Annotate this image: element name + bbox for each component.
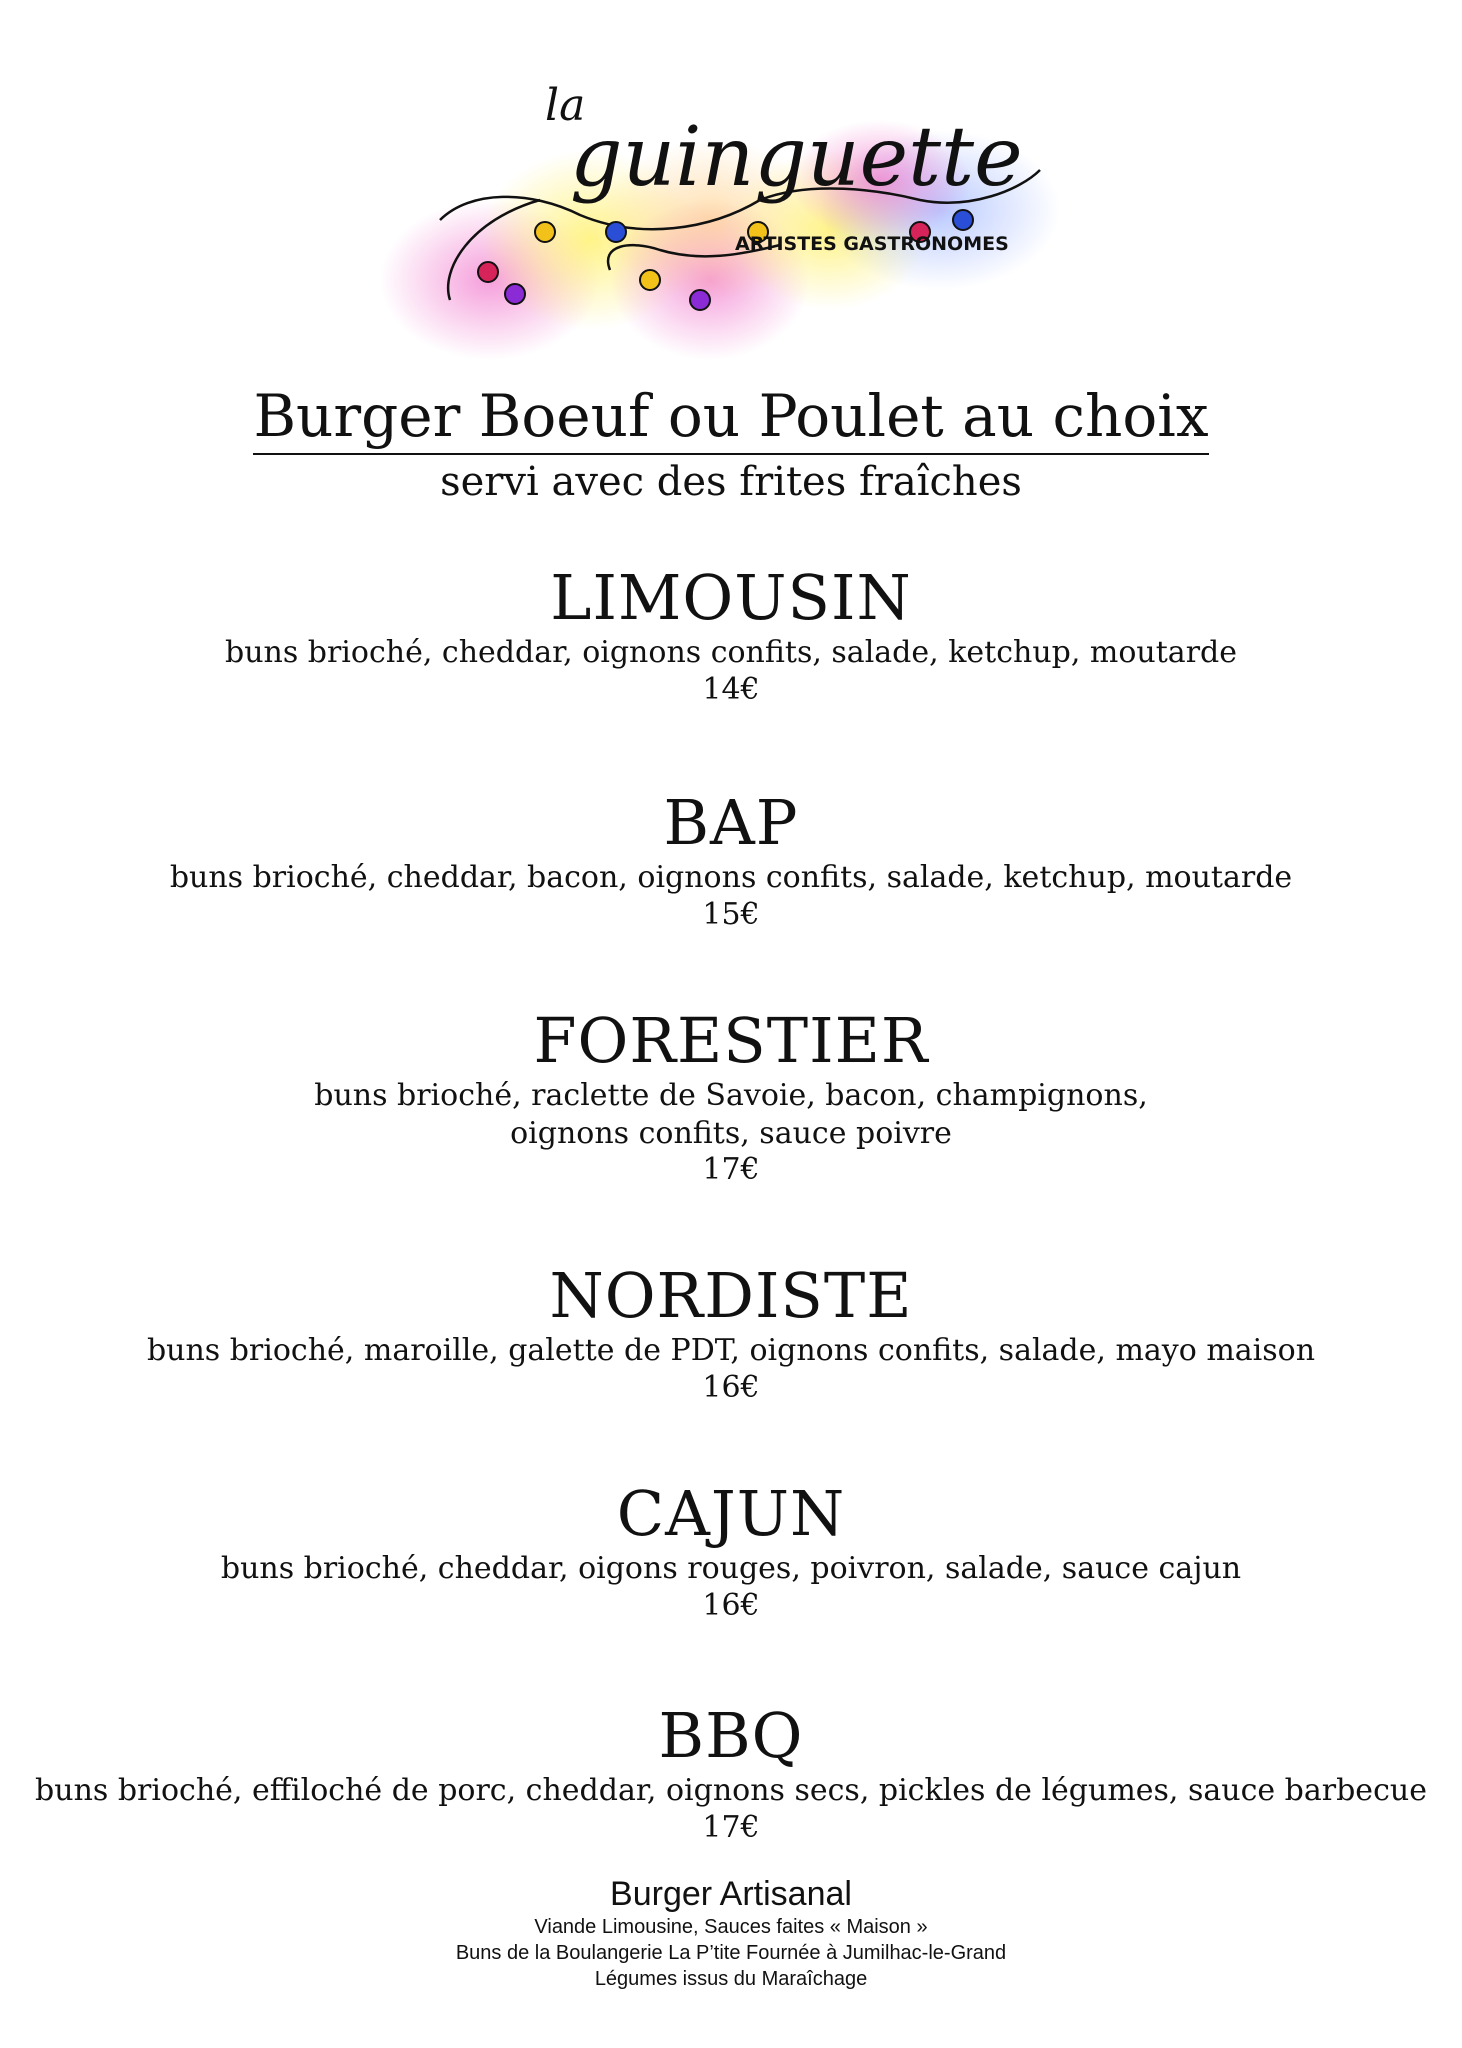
logo-name: guinguette: [570, 110, 1023, 205]
item-description: buns brioché, maroille, galette de PDT, oignons confits, salade, mayo maison: [146, 1333, 1316, 1369]
menu-title: Burger Boeuf ou Poulet au choix: [253, 385, 1208, 455]
la-guinguette-logo: [380, 40, 1080, 380]
bulb-red-icon: [478, 262, 498, 282]
footer-line: Légumes issus du Maraîchage: [594, 1968, 868, 1991]
footer-line: Buns de la Boulangerie La P’tite Fournée à Jumilhac-le-Grand: [455, 1942, 1007, 1965]
item-description: buns brioché, raclette de Savoie, bacon, champignons, oignons confits, sauce poivre: [314, 1078, 1148, 1151]
item-price: 17€: [702, 1809, 760, 1845]
bulb-yellow-icon: [640, 270, 660, 290]
item-name: LIMOUSIN: [550, 561, 912, 634]
footer-title: Burger Artisanal: [610, 1875, 852, 1913]
bulb-purple-icon: [690, 290, 710, 310]
item-name: FORESTIER: [533, 1004, 929, 1077]
menu-subtitle: servi avec des frites fraîches: [440, 458, 1022, 505]
item-description: buns brioché, cheddar, oignons confits, salade, ketchup, moutarde: [224, 635, 1237, 671]
logo-la: la: [545, 80, 586, 131]
menu-item-limousin: [0, 561, 1462, 708]
bulb-purple-icon: [505, 284, 525, 304]
item-name: NORDISTE: [549, 1259, 913, 1332]
item-description: buns brioché, cheddar, oigons rouges, poivron, salade, sauce cajun: [220, 1551, 1242, 1587]
bulb-blue-icon: [953, 210, 973, 230]
item-name: BBQ: [658, 1699, 804, 1772]
footer-line: Viande Limousine, Sauces faites « Maison »: [534, 1916, 928, 1939]
item-name: BAP: [663, 786, 799, 859]
menu-item-bbq: [0, 1699, 1462, 1846]
item-price: 16€: [702, 1587, 760, 1623]
menu-item-nordiste: [0, 1259, 1462, 1406]
logo-tagline: ARTISTES GASTRONOMES: [735, 233, 1009, 255]
menu-item-cajun: [0, 1477, 1462, 1624]
menu-item-bap: [0, 786, 1462, 933]
item-price: 16€: [702, 1369, 760, 1405]
bulb-yellow-icon: [535, 222, 555, 242]
item-price: 15€: [702, 896, 760, 932]
menu-item-forestier: [0, 1004, 1462, 1188]
item-price: 17€: [702, 1152, 760, 1188]
item-description: buns brioché, cheddar, bacon, oignons confits, salade, ketchup, moutarde: [169, 860, 1293, 896]
item-price: 14€: [702, 671, 760, 707]
item-name: CAJUN: [616, 1477, 846, 1550]
bulb-blue-icon: [606, 222, 626, 242]
footer: [0, 1875, 1462, 1992]
menu-heading: [0, 382, 1462, 505]
item-description: buns brioché, effiloché de porc, cheddar, oignons secs, pickles de légumes, sauce barbecue: [35, 1773, 1427, 1809]
